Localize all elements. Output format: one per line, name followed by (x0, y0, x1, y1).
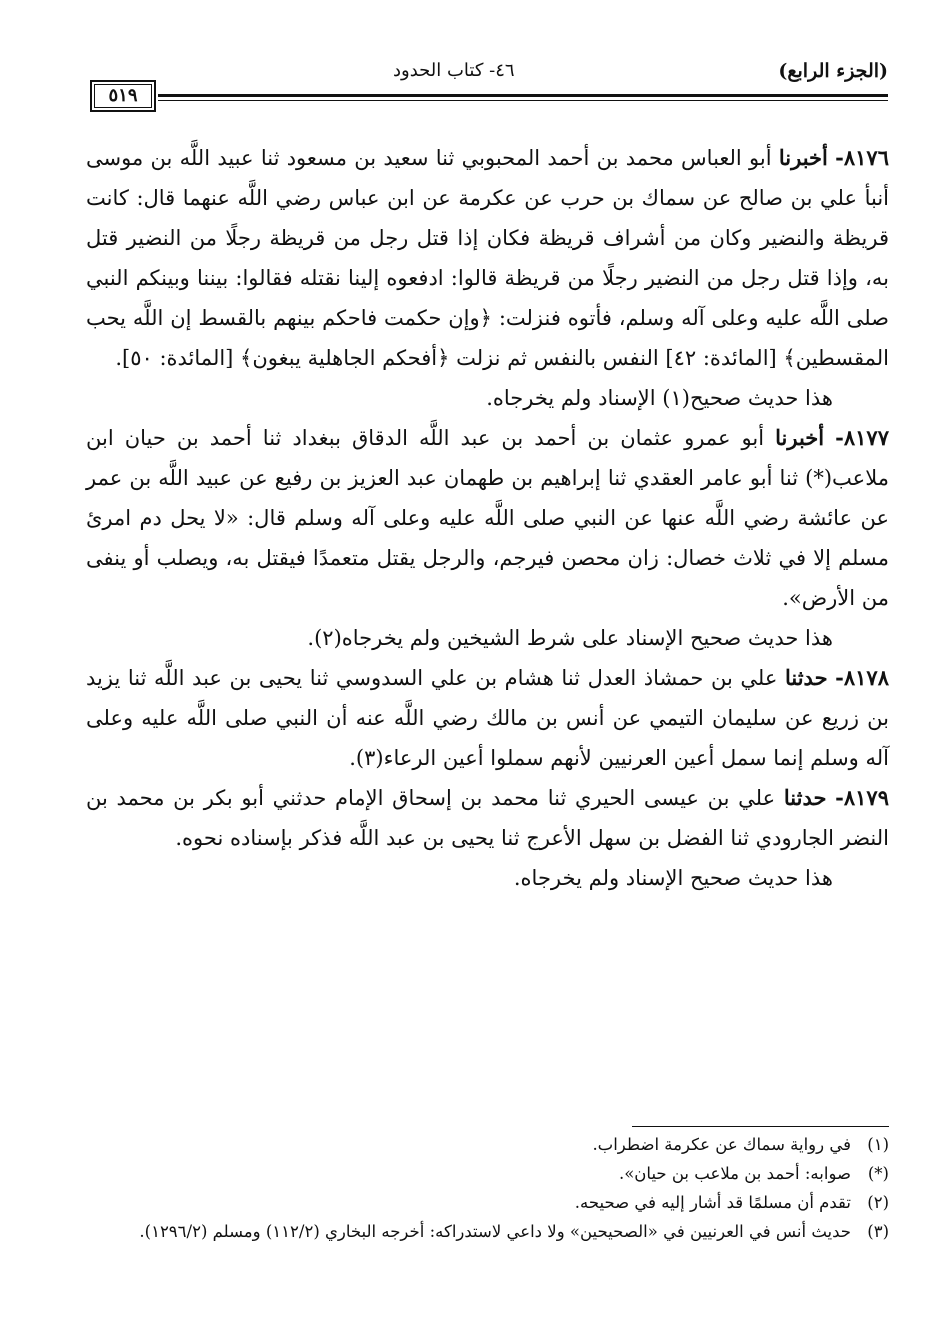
hadith-number: ٨١٧٦- (835, 145, 889, 170)
footnote (86, 1188, 889, 1217)
footnote-marker: (١) (867, 1135, 889, 1154)
hadith-lead: حدثنا (784, 665, 828, 690)
footnote-text: صوابه: أحمد بن ملاعب بن حيان». (618, 1164, 851, 1183)
page-header (88, 58, 888, 106)
hadith-text: علي بن حمشاذ العدل ثنا هشام بن علي السدوسي ثنا يحيى بن عبد اللَّه ثنا يزيد بن زريع عن سليمان التيمي عن أنس بن مالك رضي اللَّه عنه أن النبي صلى اللَّه عليه وعلى آله وسلم إنما سمل أعين العرنيين لأنهم سملوا أعين الرعاء(٣). (86, 666, 889, 770)
page-number: ٥١٩ (90, 80, 156, 112)
hadith-text: علي بن عيسى الحيري ثنا محمد بن إسحاق الإمام حدثني أبو بكر بن محمد بن النضر الجارودي ثنا الفضل بن سهل الأعرج ثنا يحيى بن عبد اللَّه فذكر بإسناده نحوه. (86, 786, 889, 850)
hadith-verdict: هذا حديث صحيح(١) الإسناد ولم يخرجاه. (486, 386, 833, 410)
footnote (86, 1217, 889, 1246)
hadith-text: أبو العباس محمد بن أحمد المحبوبي ثنا سعيد بن مسعود ثنا عبيد اللَّه بن موسى أنبأ علي بن صالح عن سماك بن حرب عن عكرمة عن ابن عباس رضي اللَّه عنهما قال: كانت قريظة والنضير وكان من أشراف قريظة فكان إذا قتل رجل من قريظة رجلًا من النضير قتل به، وإذا قتل رجل من النضير رجلًا من قريظة قالوا: ادفعوه إلينا نقتله فقالوا: بيننا وبينكم النبي صلى اللَّه عليه وعلى آله وسلم، فأتوه فنزلت: ﴿وإن حكمت فاحكم بينهم بالقسط إن اللَّه يحب المقسطين﴾ [المائدة: ٤٢] النفس بالنفس ثم نزلت ﴿أفحكم الجاهلية يبغون﴾ [المائدة: ٥٠]. (86, 146, 889, 370)
book-title: ٤٦- كتاب الحدود (393, 60, 515, 81)
footnote-marker: (٢) (867, 1193, 889, 1212)
footnote-text: تقدم أن مسلمًا قد أشار إليه في صحيحه. (574, 1193, 851, 1212)
hadith-8177 (86, 418, 889, 618)
header-rule-thin (158, 100, 888, 101)
hadith-number: ٨١٧٨- (835, 665, 889, 690)
hadith-8179 (86, 778, 889, 858)
footnote-marker: (*) (867, 1164, 889, 1183)
footnote-rule (632, 1126, 889, 1127)
footnotes (86, 1130, 889, 1246)
footnote-text: في رواية سماك عن عكرمة اضطراب. (592, 1135, 851, 1154)
hadith-text: أبو عمرو عثمان بن أحمد بن عبد اللَّه الدقاق ببغداد ثنا أحمد بن حيان ابن ملاعب(*) ثنا أبو عامر العقدي ثنا إبراهيم بن طهمان عبد العزيز بن رفيع عن عبيد اللَّه بن عمر عن عائشة رضي اللَّه عنها عن النبي صلى اللَّه عليه وعلى آله وسلم قال: «لا يحل دم امرئ مسلم إلا في ثلاث خصال: زان محصن فيرجم، والرجل يقتل متعمدًا فيقتل به، ويصلب أو ينفى من الأرض». (86, 426, 889, 610)
volume-title: (الجزء الرابع) (778, 60, 888, 82)
header-rule (158, 94, 888, 97)
hadith-lead: أخبرنا (778, 145, 828, 170)
footnote-marker: (٣) (867, 1222, 889, 1241)
footnote-text: حديث أنس في العرنيين في «الصحيحين» ولا داعي لاستدراكه: أخرجه البخاري (١١٢/٢) ومسلم (١٢٩٦/٢). (139, 1222, 851, 1241)
footnote (86, 1130, 889, 1159)
hadith-8176 (86, 138, 889, 378)
main-text (86, 138, 889, 898)
hadith-8178 (86, 658, 889, 778)
hadith-lead: أخبرنا (775, 425, 825, 450)
hadith-verdict: هذا حديث صحيح الإسناد ولم يخرجاه. (513, 866, 833, 890)
hadith-number: ٨١٧٩- (835, 785, 889, 810)
hadith-lead: حدثنا (783, 785, 827, 810)
footnote (86, 1159, 889, 1188)
hadith-verdict: هذا حديث صحيح الإسناد على شرط الشيخين ولم يخرجاه(٢). (307, 626, 833, 650)
hadith-number: ٨١٧٧- (835, 425, 889, 450)
